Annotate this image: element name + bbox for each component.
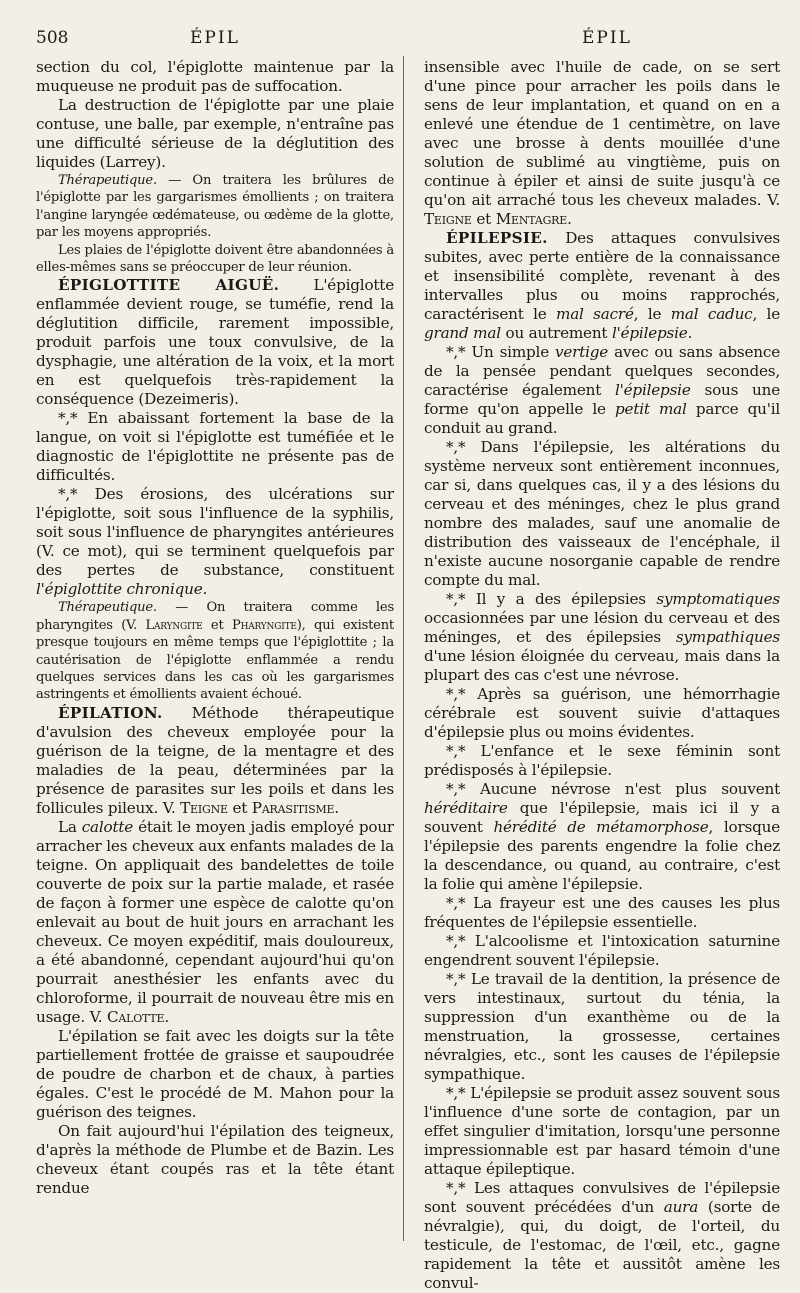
running-head-left: ÉPIL bbox=[190, 28, 240, 48]
note-label: Thérapeutique. bbox=[58, 600, 157, 616]
paragraph: *,* Aucune névrose n'est plus souvent héréditaire que l'épilepsie, mais ici il y a souvent hérédité de métamorphose, lorsque l'épilepsie des parents engendre la folie chez la descendance, ou quand, au contraire, c'est la folie qui amène l'épilepsie. bbox=[424, 780, 780, 893]
paragraph: *,* Après sa guérison, une hémorrhagie cérébrale est souvent suivie d'attaques d'épilepsie plus ou moins évidentes. bbox=[424, 685, 780, 741]
entry-headword: ÉPIGLOTTITE AIGUË. bbox=[58, 276, 280, 295]
paragraph: *,* Un simple vertige avec ou sans absence de la pensée pendant quelques secondes, caractérise également l'épilepsie sous une forme qu'on appelle le petit mal parce qu'il conduit au grand. bbox=[424, 343, 780, 437]
cross-reference: Calotte bbox=[106, 1007, 165, 1026]
paragraph: section du col, l'épiglotte maintenue par la muqueuse ne produit pas de suffocation. bbox=[36, 58, 394, 95]
italic-term: petit mal bbox=[615, 400, 687, 418]
paragraph: *,* Dans l'épilepsie, les altérations du système nerveux sont entièrement inconnues, car si, dans quelques cas, il y a des lésions du cerveau et des méninges, chez le plus grand nombre des malades, sauf une anomalie de distribution des vaisseaux de l'encéphale, il n'existe aucune nosorganie capable de rendre compte du mal. bbox=[424, 438, 780, 589]
page-header bbox=[0, 28, 800, 52]
paragraph: *,* Des érosions, des ulcérations sur l'épiglotte, soit sous l'influence de la syphilis, soit sous l'influence de pharyngites antérieures (V. ce mot), qui se terminent quelquefois par des pertes de substance, constituent l'épiglottite chronique. bbox=[36, 485, 394, 599]
paragraph: *,* Il y a des épilepsies symptomatiques occasionnées par une lésion du cerveau et des méninges, et des épilepsies sympathiques d'une lésion éloignée du cerveau, mais dans la plupart des cas c'est une névrose. bbox=[424, 590, 780, 684]
entry-text: L'épiglotte enflammée devient rouge, se tuméfie, rend la déglutition difficile, rarement impossible, produit parfois une toux convulsive, de la dysphagie, une altération de la voix, et la mort en est quelquefois très-rapidement la conséquence (Dezeimeris). bbox=[36, 276, 394, 409]
cross-reference: Parasitisme bbox=[251, 798, 335, 817]
entry-headword: ÉPILATION. bbox=[58, 703, 163, 722]
cross-reference: Pharyngite bbox=[231, 617, 297, 633]
therapeutic-note: Thérapeutique. — On traitera comme les pharyngites (V. Laryngite et Pharyngite), qui existent presque toujours en même temps que l'épiglottite ; la cautérisation de l'épiglotte enflammée a rendu quelques services dans les cas où les gargarismes astringents et émollients avaient échoué. bbox=[36, 600, 394, 703]
column-divider bbox=[403, 56, 404, 1241]
left-column bbox=[36, 58, 394, 1198]
paragraph: *,* L'épilepsie se produit assez souvent sous l'influence d'une sorte de contagion, par un effet singulier d'imitation, lorsqu'une personne impressionnable est par hasard témoin d'une attaque épileptique. bbox=[424, 1084, 780, 1178]
paragraph: *,* Le travail de la dentition, la présence de vers intestinaux, surtout du ténia, la suppression d'un exanthème ou de la menstruation, la grossesse, certaines névralgies, etc., sont les causes de l'épilepsie sympathique. bbox=[424, 970, 780, 1083]
paragraph: *,* L'enfance et le sexe féminin sont prédisposés à l'épilepsie. bbox=[424, 742, 780, 779]
note-text: — On traitera les brûlures de l'épiglotte par les gargarismes émollients ; on traitera l'angine laryngée œdémateuse, ou œdème de la glotte, par les moyens appropriés. bbox=[36, 173, 394, 241]
entry-epilation: ÉPILATION. Méthode thérapeutique d'avulsion des cheveux employée pour la guérison de la teigne, de la mentagre et des maladies de la peau, déterminées par la présence de parasites sur les poils et dans les follicules pileux. V. Teigne et Parasitisme. bbox=[36, 703, 394, 817]
cross-reference: Teigne bbox=[424, 210, 472, 228]
note-label: Thérapeutique. bbox=[58, 173, 157, 188]
paragraph: insensible avec l'huile de cade, on se sert d'une pince pour arracher les poils dans le sens de leur implantation, et quand on en a enlevé une étendue de 1 centimètre, on lave avec une brosse à dents mouillée d'une solution de sublimé au vingtième, puis on continue à épiler et ainsi de suite jusqu'à ce qu'on ait arraché tous les cheveux malades. V. Teigne et Mentagre. bbox=[424, 58, 780, 228]
entry-epilepsie: ÉPILEPSIE. Des attaques convulsives subites, avec perte entière de la connaissance et insensibilité complète, revenant à des intervalles plus ou moins rapprochés, caractérisent le mal sacré, le mal caduc, le grand mal ou autrement l'épilepsie. bbox=[424, 229, 780, 342]
italic-term: vertige bbox=[555, 343, 609, 361]
running-head-right: ÉPIL bbox=[582, 28, 632, 48]
italic-term: mal sacré bbox=[556, 305, 634, 323]
italic-term: l'épiglottite chronique. bbox=[36, 580, 208, 599]
italic-term: mal caduc bbox=[670, 305, 753, 323]
therapeutic-note bbox=[36, 172, 394, 242]
italic-term: aura bbox=[663, 1198, 699, 1216]
italic-term: symptomatiques bbox=[656, 590, 780, 608]
paragraph: La destruction de l'épiglotte par une plaie contuse, une balle, par exemple, n'entraîne pas une difficulté sérieuse de la déglutition des liquides (Larrey). bbox=[36, 96, 394, 171]
italic-term: calotte bbox=[81, 817, 134, 836]
paragraph: On fait aujourd'hui l'épilation des teigneux, d'après la méthode de Plumbe et de Bazin. Les cheveux étant coupés ras et la tête étant rendue bbox=[36, 1121, 394, 1197]
paragraph: La calotte était le moyen jadis employé pour arracher les cheveux aux enfants malades de la teigne. On appliquait des bandelettes de toile couverte de poix sur la partie malade, et rasée de façon à former une espèce de calotte qu'on enlevait au bout de huit jours en arrachant les cheveux. Ce moyen expéditif, mais douloureux, a été abandonné, cependant aujourd'hui qu'on pourrait anesthésier les enfants avec du chloroforme, il pourrait de nouveau être mis en usage. V. Calotte. bbox=[36, 817, 394, 1026]
paragraph: L'épilation se fait avec les doigts sur la tête partiellement frottée de graisse et saupoudrée de poudre de charbon et de chaux, à parties égales. C'est le procédé de M. Mahon pour la guérison des teignes. bbox=[36, 1026, 394, 1121]
paragraph: *,* En abaissant fortement la base de la langue, on voit si l'épiglotte est tuméfiée et le diagnostic de l'épiglottite ne présente pas de difficultés. bbox=[36, 409, 394, 485]
right-column bbox=[424, 58, 780, 1293]
paragraph: *,* Les attaques convulsives de l'épilepsie sont souvent précédées d'un aura (sorte de névralgie), qui, du doigt, de l'orteil, du testicule, de l'estomac, de l'œil, etc., gagne rapidement la tête et aussitôt amène les convul- bbox=[424, 1179, 780, 1292]
italic-term: héréditaire bbox=[424, 799, 508, 817]
italic-term: l'épilepsie bbox=[615, 381, 691, 399]
paragraph: *,* La frayeur est une des causes les plus fréquentes de l'épilepsie essentielle. bbox=[424, 894, 780, 931]
small-paragraph: Les plaies de l'épiglotte doivent être abandonnées à elles-mêmes sans se préoccuper de leur réunion. bbox=[36, 242, 394, 276]
paragraph: *,* L'alcoolisme et l'intoxication saturnine engendrent souvent l'épilepsie. bbox=[424, 932, 780, 969]
cross-reference: Teigne bbox=[180, 798, 228, 817]
italic-term: sympathiques bbox=[675, 628, 780, 646]
italic-term: grand mal bbox=[424, 324, 501, 342]
page-number: 508 bbox=[36, 28, 69, 48]
italic-term: l'épilepsie bbox=[611, 324, 688, 342]
entry-epiglottite bbox=[36, 276, 394, 409]
cross-reference: Laryngite bbox=[145, 617, 203, 633]
italic-term: hérédité de métamorphose bbox=[493, 818, 709, 836]
cross-reference: Mentagre bbox=[495, 210, 568, 228]
entry-headword: ÉPILEPSIE. bbox=[446, 229, 548, 247]
